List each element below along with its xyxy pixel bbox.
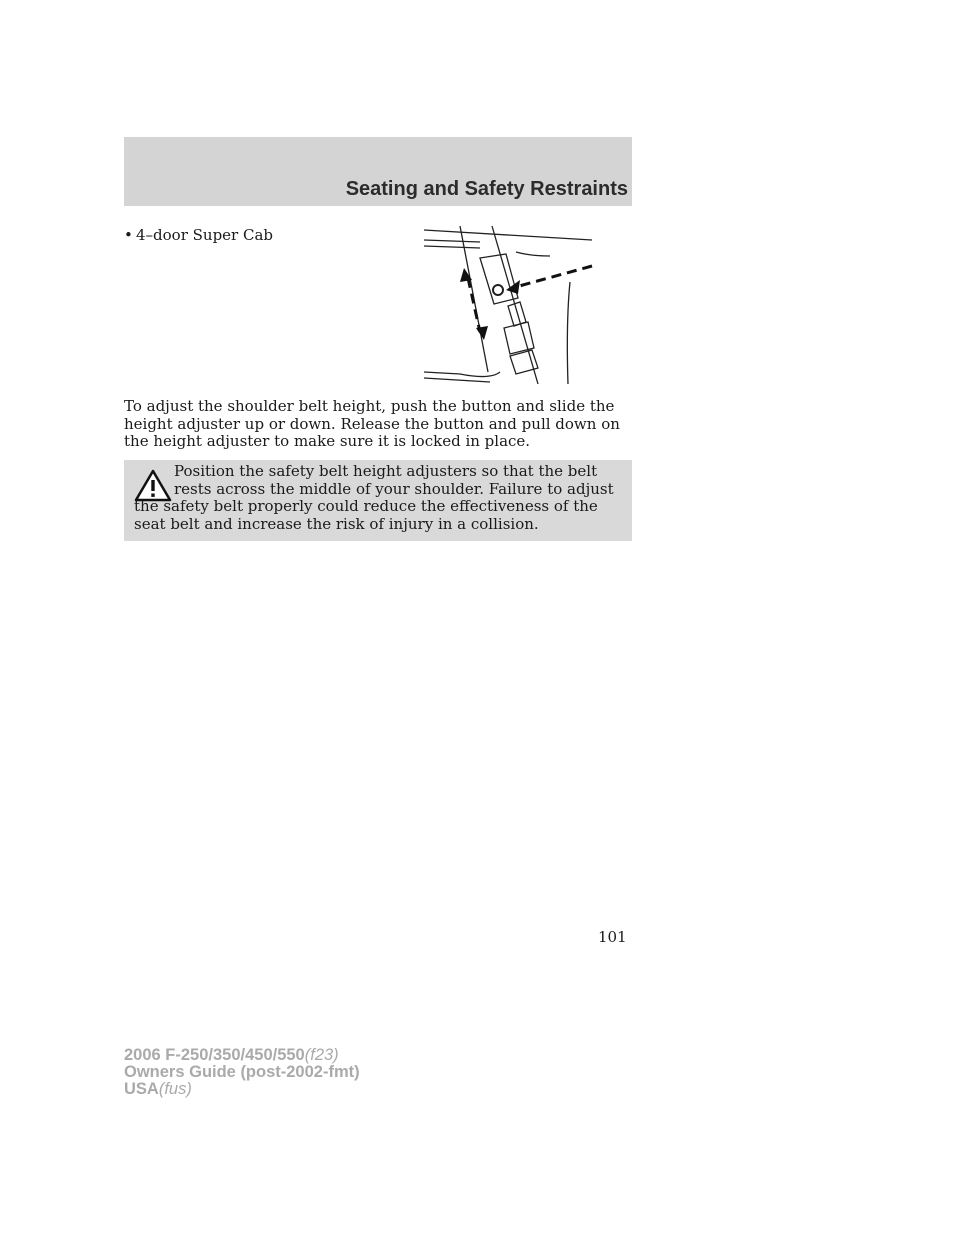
page-number: 101: [598, 928, 627, 946]
adjuster-button: [493, 285, 503, 295]
instruction-paragraph: To adjust the shoulder belt height, push the button and slide the height adjuster up or down. Release the button and pull down on the height adjuster to make sure it is locked in place.: [124, 397, 620, 450]
footer-line-1: [124, 1047, 360, 1064]
warning-icon-spacer: [134, 463, 174, 497]
footer-model-code: (f23): [304, 1046, 339, 1064]
warning-text-block: [134, 463, 628, 533]
footer-line-2: [124, 1064, 360, 1081]
warning-box: [124, 460, 632, 541]
warning-text: Position the safety belt height adjusters so that the belt rests across the middle of your shoulder. Failure to adjust the safety belt properly could reduce the effectiveness of the seat belt and increase the risk of injury in a collision.: [134, 462, 614, 533]
footer-model: 2006 F-250/350/450/550: [124, 1046, 305, 1064]
footer-line-3: [124, 1081, 360, 1098]
bullet-symbol: •: [124, 226, 133, 244]
document-footer: [124, 1047, 360, 1098]
section-header: [124, 137, 632, 206]
footer-market-code: (fus): [158, 1080, 192, 1098]
footer-market: USA: [124, 1080, 159, 1098]
section-title: Seating and Safety Restraints: [345, 178, 628, 200]
bullet-item: [124, 226, 273, 244]
seat-belt-adjuster-illustration: [420, 222, 596, 388]
bullet-text: 4–door Super Cab: [136, 226, 274, 244]
footer-guide-title: Owners Guide (post-2002-fmt): [124, 1063, 360, 1081]
up-arrow-head: [460, 268, 472, 282]
